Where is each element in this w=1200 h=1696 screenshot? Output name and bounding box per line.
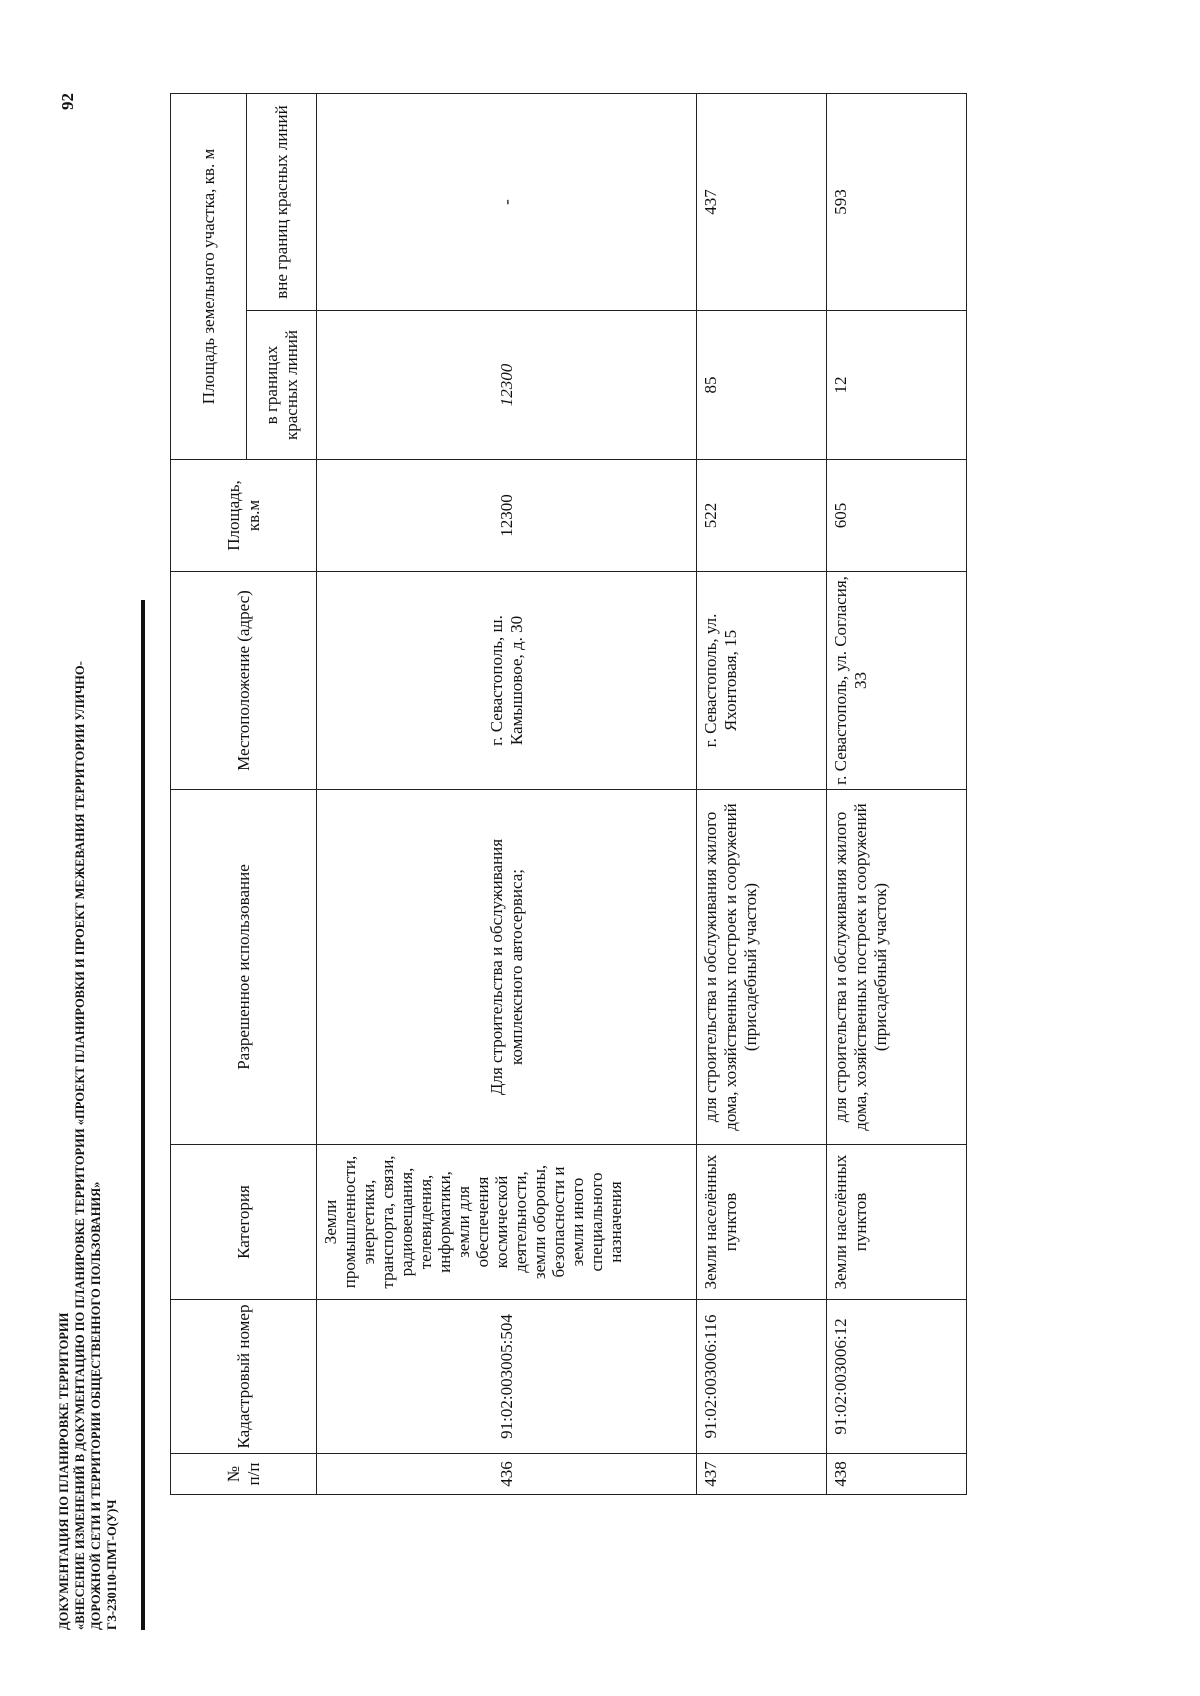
cell-permitted-use: для строительства и обслуживания жилого дома, хозяйственных построек и сооружений (присадебный участок): [697, 790, 827, 1145]
cell-outside-red-lines: 437: [697, 93, 827, 310]
col-header-outside-red-lines: вне границ красных линий: [247, 93, 317, 310]
col-header-num: № п/п: [171, 1454, 317, 1495]
col-header-category: Категория: [171, 1145, 317, 1300]
cell-permitted-use: для строительства и обслуживания жилого дома, хозяйственных построек и сооружений (присадебный участок): [827, 790, 967, 1145]
cell-inside-red-lines: 12300: [317, 311, 697, 460]
cell-location: г. Севастополь, ш. Камышовое, д. 30: [317, 572, 697, 790]
col-header-area: Площадь, кв.м: [171, 460, 317, 572]
cell-category: Земли промышленности, энергетики, транспорта, связи, радиовещания, телевидения, информатики, земли для обеспечения космической деятельности, земли обороны, безопасности и земли иного специального назначения: [317, 1145, 697, 1300]
cell-category: Земли населённых пунктов: [697, 1145, 827, 1300]
col-header-inside-red-lines: в границах красных линий: [247, 311, 317, 460]
col-header-plot-area-group: Площадь земельного участка, кв. м: [171, 93, 247, 459]
document-header: [56, 110, 120, 1630]
cell-num: 436: [317, 1454, 697, 1495]
cell-num: 438: [827, 1454, 967, 1495]
header-line-1: ДОКУМЕНТАЦИЯ ПО ПЛАНИРОВКЕ ТЕРРИТОРИИ: [57, 1312, 71, 1630]
cell-inside-red-lines: 85: [697, 311, 827, 460]
cell-outside-red-lines: 593: [827, 93, 967, 310]
cell-inside-red-lines: 12: [827, 311, 967, 460]
cell-area: 605: [827, 460, 967, 572]
cell-permitted-use: Для строительства и обслуживания комплексного автосервиса;: [317, 790, 697, 1145]
land-plot-table: [170, 93, 967, 1495]
cell-cadastral: 91:02:003006:12: [827, 1300, 967, 1454]
header-rule: [141, 600, 145, 1630]
col-header-permitted-use: Разрешенное использование: [171, 790, 317, 1145]
col-header-location: Местоположение (адрес): [171, 572, 317, 790]
header-line-2: «ВНЕСЕНИЕ ИЗМЕНЕНИЙ В ДОКУМЕНТАЦИЮ ПО ПЛАНИРОВКЕ ТЕРРИТОРИИ «ПРОЕКТ ПЛАНИРОВКИ И ПРОЕКТ МЕЖЕВАНИЯ ТЕРРИТОРИИ УЛИЧНО-: [73, 661, 87, 1630]
table-row: [697, 93, 827, 1494]
cell-category: Земли населённых пунктов: [827, 1145, 967, 1300]
page-number: 92: [58, 93, 77, 110]
cell-outside-red-lines: -: [317, 93, 697, 310]
cell-cadastral: 91:02:003005:504: [317, 1300, 697, 1454]
cell-cadastral: 91:02:003006:116: [697, 1300, 827, 1454]
cell-area: 522: [697, 460, 827, 572]
col-header-cadastral: Кадастровый номер: [171, 1300, 317, 1454]
cell-num: 437: [697, 1454, 827, 1495]
cell-area: 12300: [317, 460, 697, 572]
table-row: [827, 93, 967, 1494]
header-line-4: ГЗ-230110-ПМТ-О(У)Ч: [105, 1499, 119, 1630]
table-header-row: [171, 93, 247, 1494]
header-line-3: ДОРОЖНОЙ СЕТИ И ТЕРРИТОРИИ ОБЩЕСТВЕННОГО ПОЛЬЗОВАНИЯ»: [89, 1181, 103, 1630]
table-row: [317, 93, 697, 1494]
cell-location: г. Севастополь, ул. Яхонтовая, 15: [697, 572, 827, 790]
cell-location: г. Севастополь, ул. Согласия, 33: [827, 572, 967, 790]
